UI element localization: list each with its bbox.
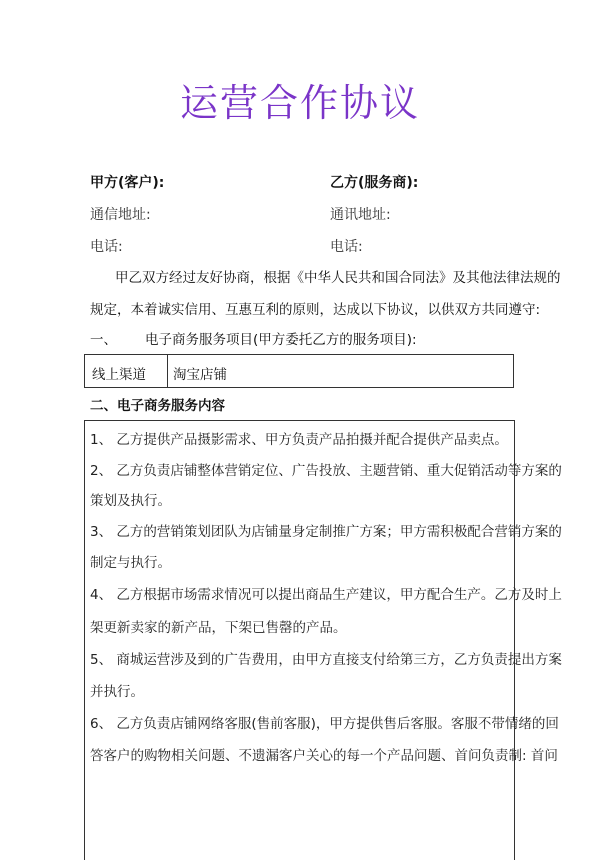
section-2-title: 二、电子商务服务内容 [90, 398, 225, 414]
party-b-address: 通讯地址: [330, 207, 391, 223]
item-4-line-1: 4、 乙方根据市场需求情况可以提出商品生产建议，甲方配合生产。乙方及时上 [90, 587, 562, 603]
party-a-phone: 电话: [90, 239, 123, 255]
channel-label-cell: 线上渠道 [85, 355, 168, 387]
item-4-line-2: 架更新卖家的新产品，下架已售罄的产品。 [90, 620, 347, 636]
section-1-title: 电子商务服务项目(甲方委托乙方的服务项目): [145, 332, 417, 348]
intro-line-2: 规定，本着诚实信用、互惠互利的原则，达成以下协议，以供双方共同遵守: [90, 302, 541, 318]
service-project-table [84, 354, 514, 388]
item-5-line-1: 5、 商城运营涉及到的广告费用，由甲方直接支付给第三方，乙方负责提出方案 [90, 652, 562, 668]
intro-line-1: 甲乙双方经过友好协商，根据《中华人民共和国合同法》及其他法律法规的 [115, 270, 561, 286]
party-a-address: 通信地址: [90, 207, 151, 223]
item-3-line-2: 制定与执行。 [90, 555, 171, 571]
item-6-line-2: 答客户的购物相关问题、不遗漏客户关心的每一个产品问题、首问负责制: 首问 [90, 748, 558, 764]
service-content-box [84, 420, 515, 860]
item-2-line-1: 2、 乙方负责店铺整体营销定位、广告投放、主题营销、重大促销活动等方案的 [90, 463, 562, 479]
party-b-label: 乙方(服务商): [330, 175, 419, 191]
item-5-line-2: 并执行。 [90, 684, 144, 700]
channel-value-cell: 淘宝店铺 [173, 367, 227, 383]
item-6-line-1: 6、 乙方负责店铺网络客服(售前客服)，甲方提供售后客服。客服不带情绪的回 [90, 716, 559, 732]
section-1-number: 一、 [90, 332, 117, 348]
item-1-line-1: 1、 乙方提供产品摄影需求、甲方负责产品拍摄并配合提供产品卖点。 [90, 432, 508, 448]
document-title: 运营合作协议 [179, 81, 420, 125]
item-2-line-2: 策划及执行。 [90, 493, 171, 509]
item-3-line-1: 3、 乙方的营销策划团队为店铺量身定制推广方案；甲方需积极配合营销方案的 [90, 524, 562, 540]
party-b-phone: 电话: [330, 239, 363, 255]
party-a-label: 甲方(客户): [90, 175, 165, 191]
